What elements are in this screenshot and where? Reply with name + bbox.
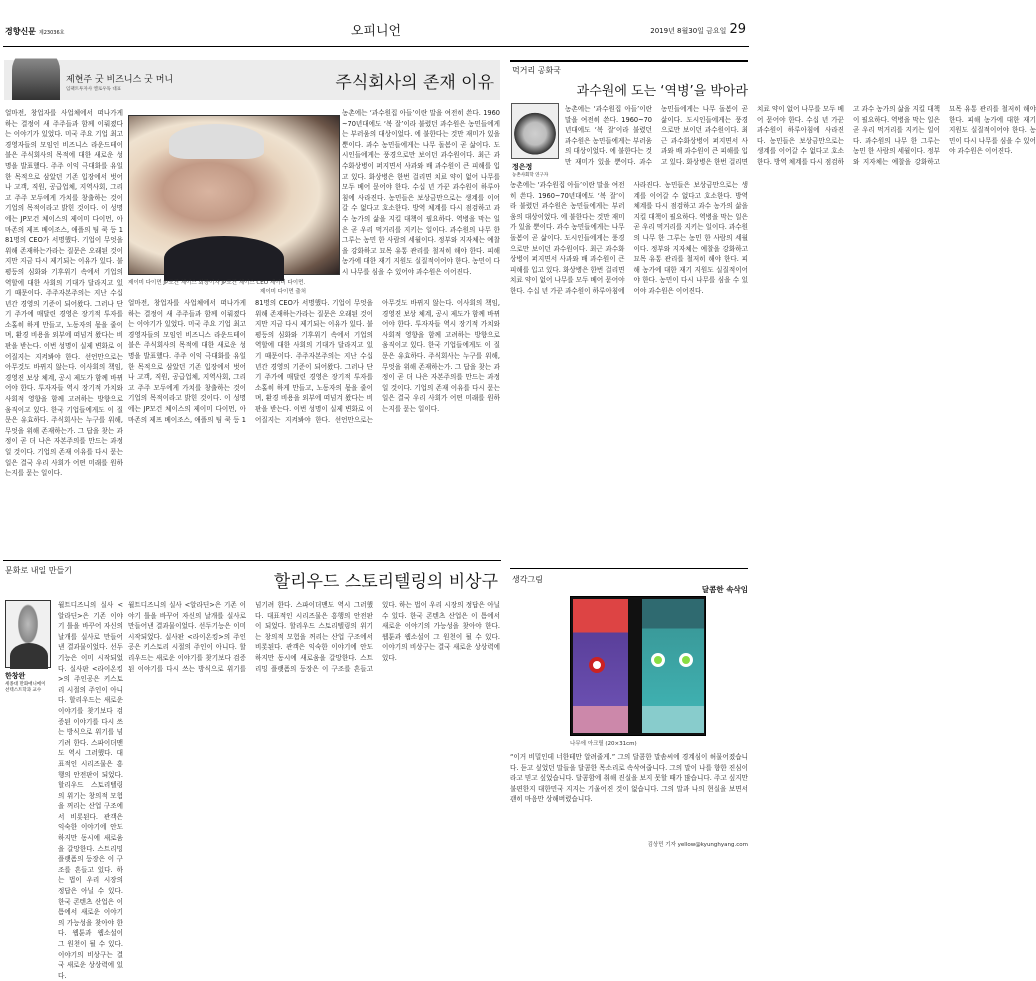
article-body-col1: 월트디즈니의 실사 <알라딘>은 기존 이야기 틀을 바꾸어 자신의 날개를 실사로 만들어낸 결과물이었다. 선두기능은 이미 시작되었다. 실사판 <라이온킹>의 주인공은 키스토리 시절의 주인이 아니다. 할리우드는 새로운 이야기를 찾기보다 검증된 이야기를 다시 쓰는 방식으로 위기를 넘기려 한다. 스파이더맨도 역시 그러했다. 대표적인 시리즈물은 흥행의 안전판이 되었다. 할리우드 스토리텔링의 위기는 창의적 모험을 꺼리는 산업 구조에서 비롯된다. 관객은 익숙한 이야기에 안도하지만 동시에 새로움을 갈망한다. 스트리밍 플랫폼의 등장은 이 구조를 흔들고 있다. 하는 법이 우리 시장의 정답은 아닐 수 있다. 한국 콘텐츠 산업은 이 틈에서 새로운 이야기의 가능성을 찾아야 한다. 웹툰과 웹소설이 그 원천이 될 수 있다. 이야기의 비상구는 결국 새로운 상상력에 있다. bbox=[58, 601, 123, 980]
column-series: 먹거리 공화국 bbox=[512, 66, 561, 75]
artwork-text: “이거 비밀인데 너한테만 알려줄게.” 그의 달콤한 말솜씨에 경계심이 허물어졌습니다. 듣고 싶었던 말들을 달콤한 목소리로 속삭여줍니다. 그의 말이 나를 향한 진심이라고 믿고 싶었습니다. 달콤함에 취해 진실을 보지 못할 때가 많습니다. 주고 싶지만 불편한지 대한민국 지지는 기울어진 것이 없습니다. 그의 말과 나의 현실을 보면서 괜히 마음만 상해버렸습니다. bbox=[510, 753, 748, 804]
section-rule bbox=[510, 60, 748, 62]
column-series: 문화로 내일 만들기 bbox=[5, 566, 72, 575]
article-body-col1: 얼마전, 창업자를 사업체에서 떠나가게 하는 결정이 새 주주들과 함께 이뤄졌다는 이야기가 있었다. 미국 주요 기업 최고경영자들의 모임인 비즈니스 라운드테이블은 주식회사의 목적에 대한 새로운 성명을 발표했다. 주주 이익 극대화를 유일한 목적으로 삼았던 기존 입장에서 벗어나 고객, 직원, 공급업체, 지역사회, 그리고 주주 모두에게 가치를 창출하는 것이 기업의 목적이라고 밝힌 것이다. 이 성명에는 JP모건 체이스의 제이미 다이먼, 아마존의 제프 베이조스, 애플의 팀 쿡 등 181명의 CEO가 서명했다. 기업이 무엇을 위해 존재하는가라는 질문은 오래된 것이지만 지금 다시 제기되는 이유가 있다. 불평등의 심화와 기후위기 속에서 기업의 역할에 대한 사회의 기대가 달라지고 있기 때문이다. 주주자본주의는 지난 수십 년간 경영의 기준이 되어왔다. 그러나 단기 주가에 매달린 경영은 장기적 투자를 소홀히 하게 만들고, 노동자의 몫을 줄이며, 환경 비용을 외부에 떠넘겨 왔다는 비판을 받는다. 이번 성명이 실제 변화로 이어질지는 지켜봐야 한다. 선언만으로는 아무것도 바뀌지 않는다. 이사회의 책임, 경영진 보상 체계, 공시 제도가 함께 바뀌어야 한다. 투자자들 역시 장기적 가치와 사회적 영향을 함께 고려하는 방향으로 움직이고 있다. 한국 기업들에게도 이 질문은 유효하다. 주식회사는 누구를 위해, 무엇을 위해 존재하는가. 그 답을 찾는 과정이 곧 더 나은 자본주의를 만드는 과정일 것이다. 기업의 존재 이유를 다시 묻는 일은 결국 우리 사회가 어떤 미래를 원하는지를 묻는 일이다. bbox=[5, 109, 123, 478]
photo-caption: 제이미 다이먼 JP모건 체이스 회장이자 JP모건 체이스 CEO 제이미 다이먼. bbox=[128, 280, 306, 286]
author-photo bbox=[12, 48, 60, 100]
column-series: 생각그림 bbox=[512, 575, 543, 584]
author-photo bbox=[5, 600, 51, 668]
author-role: 세종대 만화애니메이션텍스트학과 교수 bbox=[5, 682, 46, 693]
author-name: 한창완 bbox=[5, 672, 26, 680]
artwork-caption: 나무에 아크릴 (20×31cm) bbox=[570, 741, 637, 747]
photo-credit: 제이미 다이먼 출처 bbox=[260, 289, 307, 295]
article-photo bbox=[128, 115, 340, 275]
newspaper-name: 경향신문 bbox=[5, 27, 36, 36]
header-rule bbox=[3, 46, 749, 47]
reporter-credit: 김상민 기자 yellow@kyunghyang.com bbox=[647, 842, 748, 848]
author-role: 임팩트투자사 옐로우독 대표 bbox=[66, 87, 122, 92]
article-title: 주식회사의 존재 이유 bbox=[335, 73, 494, 93]
section-rule bbox=[510, 568, 748, 569]
article-body-continued: 농촌에는 ‘과수원집 아들’이란 말을 여전히 쓴다. 1960~70년대에도 ‘복 잘’이라 불렸던 과수원은 농민들에게는 부러움의 대상이었다. 에 불한다는 것만 재미가 있을 뿐이다. 과수 농민들에게는 나무 돌봄이 곧 삶이다. 도시인들에게는 풍경으로만 보이던 과수원이다. 최근 과수화상병이 퍼지면서 사과와 배 과수원이 큰 피해를 입고 있다. 화상병은 한번 걸리면 치료 약이 없어 나무를 모두 베어 묻어야 한다. 수십 년 가꾼 과수원이 하루아침에 사라진다. 농민들은 보상금만으로는 생계를 이어갈 수 없다고 호소한다. 방역 체계를 다시 점검하고 과수 농가의 삶을 지킬 대책이 필요하다. 역병을 막는 일은 곧 우리 먹거리를 지키는 일이다. 과수원의 나무 한 그루는 농민 한 사람의 세월이다. 정부와 지자체는 예찰을 강화하고 묘목 유통 관리를 철저히 해야 한다. 피해 농가에 대한 재기 지원도 실질적이어야 한다. 농민이 다시 나무를 심을 수 있어야 과수원은 이어진다. bbox=[510, 181, 748, 295]
column-series: 굿 비즈니스 굿 머니 bbox=[94, 75, 174, 85]
article-body-cols: 월트디즈니의 실사 <알라딘>은 기존 이야기 틀을 바꾸어 자신의 날개를 실사로 만들어낸 결과물이었다. 선두기능은 이미 시작되었다. 실사판 <라이온킹>의 주인공은 키스토리 시절의 주인이 아니다. 할리우드는 새로운 이야기를 찾기보다 검증된 이야기를 다시 쓰는 방식으로 위기를 넘기려 한다. 스파이더맨도 역시 그러했다. 대표적인 시리즈물은 흥행의 안전판이 되었다. 할리우드 스토리텔링의 위기는 창의적 모험을 꺼리는 산업 구조에서 비롯된다. 관객은 익숙한 이야기에 안도하지만 동시에 새로움을 갈망한다. 스트리밍 플랫폼의 등장은 이 구조를 흔들고 있다. 하는 법이 우리 시장의 정답은 아닐 수 있다. 한국 콘텐츠 산업은 이 틈에서 새로운 이야기의 가능성을 찾아야 한다. 웹툰과 웹소설이 그 원천이 될 수 있다. 이야기의 비상구는 결국 새로운 상상력에 있다. bbox=[128, 601, 500, 673]
date: 2019년 8월30일 금요일 bbox=[650, 27, 727, 35]
author-role: 농촌사회학 연구자 bbox=[512, 173, 549, 178]
issue-number: 제23036호 bbox=[38, 30, 65, 36]
artwork-image bbox=[570, 596, 706, 736]
author-name: 제현주 bbox=[66, 75, 93, 85]
article-title: 과수원에 도는 ‘역병’을 박아라 bbox=[576, 84, 748, 99]
section-title: 오피니언 bbox=[350, 24, 402, 39]
article-title: 할리우드 스토리텔링의 비상구 bbox=[273, 572, 498, 592]
section-rule bbox=[3, 560, 501, 561]
article-body-top-right: 농촌에는 ‘과수원집 아들’이란 말을 여전히 쓴다. 1960~70년대에도 ‘복 잘’이라 불렸던 과수원은 농민들에게는 부러움의 대상이었다. 에 불한다는 것만 재미가 있을 뿐이다. 과수 농민들에게는 나무 돌봄이 곧 삶이다. 도시인들에게는 풍경으로만 보이던 과수원이다. 최근 과수화상병이 퍼지면서 사과와 배 과수원이 큰 피해를 입고 있다. 화상병은 한번 걸리면 치료 약이 없어 나무를 모두 베어 묻어야 한다. 수십 년 가꾼 과수원이 하루아침에 사라진다. 농민들은 보상금만으로는 생계를 이어갈 수 없다고 호소한다. 방역 체계를 다시 점검하고 과수 농가의 삶을 지킬 대책이 필요하다. 역병을 막는 일은 곧 우리 먹거리를 지키는 일이다. 과수원의 나무 한 그루는 농민 한 사람의 세월이다. 정부와 지자체는 예찰을 강화하고 묘목 유통 관리를 철저히 해야 한다. 피해 농가에 대한 재기 지원도 실질적이어야 한다. 농민이 다시 나무를 심을 수 있어야 과수원은 이어진다. bbox=[342, 109, 500, 276]
article-body-cols: 얼마전, 창업자를 사업체에서 떠나가게 하는 결정이 새 주주들과 함께 이뤄졌다는 이야기가 있었다. 미국 주요 기업 최고경영자들의 모임인 비즈니스 라운드테이블은 주식회사의 목적에 대한 새로운 성명을 발표했다. 주주 이익 극대화를 유일한 목적으로 삼았던 기존 입장에서 벗어나 고객, 직원, 공급업체, 지역사회, 그리고 주주 모두에게 가치를 창출하는 것이 기업의 목적이라고 밝힌 것이다. 이 성명에는 JP모건 체이스의 제이미 다이먼, 아마존의 제프 베이조스, 애플의 팀 쿡 등 181명의 CEO가 서명했다. 기업이 무엇을 위해 존재하는가라는 질문은 오래된 것이지만 지금 다시 제기되는 이유가 있다. 불평등의 심화와 기후위기 속에서 기업의 역할에 대한 사회의 기대가 달라지고 있기 때문이다. 주주자본주의는 지난 수십 년간 경영의 기준이 되어왔다. 그러나 단기 주가에 매달린 경영은 장기적 투자를 소홀히 하게 만들고, 노동자의 몫을 줄이며, 환경 비용을 외부에 떠넘겨 왔다는 비판을 받는다. 이번 성명이 실제 변화로 이어질지는 지켜봐야 한다. 선언만으로는 아무것도 바뀌지 않는다. 이사회의 책임, 경영진 보상 체계, 공시 제도가 함께 바뀌어야 한다. 투자자들 역시 장기적 가치와 사회적 영향을 함께 고려하는 방향으로 움직이고 있다. 한국 기업들에게도 이 질문은 유효하다. 주식회사는 누구를 위해, 무엇을 위해 존재하는가. 그 답을 찾는 과정이 곧 더 나은 자본주의를 만드는 과정일 것이다. 기업의 존재 이유를 다시 묻는 일은 결국 우리 사회가 어떤 미래를 원하는지를 묻는 일이다. bbox=[128, 299, 500, 424]
author-line bbox=[66, 72, 173, 85]
author-photo bbox=[511, 103, 559, 159]
article-body: 농촌에는 ‘과수원집 아들’이란 말을 여전히 쓴다. 1960~70년대에도 ‘복 잘’이라 불렸던 과수원은 농민들에게는 부러움의 대상이었다. 에 불한다는 것만 재미가 있을 뿐이다. 과수 농민들에게는 나무 돌봄이 곧 삶이다. 도시인들에게는 풍경으로만 보이던 과수원이다. 최근 과수화상병이 퍼지면서 사과와 배 과수원이 큰 피해를 입고 있다. 화상병은 한번 걸리면 치료 약이 없어 나무를 모두 베어 묻어야 한다. 수십 년 가꾼 과수원이 하루아침에 사라진다. 농민들은 보상금만으로는 생계를 이어갈 수 없다고 호소한다. 방역 체계를 다시 점검하고 과수 농가의 삶을 지킬 대책이 필요하다. 역병을 막는 일은 곧 우리 먹거리를 지키는 일이다. 과수원의 나무 한 그루는 농민 한 사람의 세월이다. 정부와 지자체는 예찰을 강화하고 묘목 유통 관리를 철저히 해야 한다. 피해 농가에 대한 재기 지원도 실질적이어야 한다. 농민이 다시 나무를 심을 수 있어야 과수원은 이어진다. bbox=[565, 105, 1036, 166]
date-line bbox=[650, 22, 746, 37]
page-number: 29 bbox=[729, 22, 746, 37]
artwork-title: 달콤한 속삭임 bbox=[701, 585, 748, 594]
author-name: 정은정 bbox=[512, 163, 533, 171]
